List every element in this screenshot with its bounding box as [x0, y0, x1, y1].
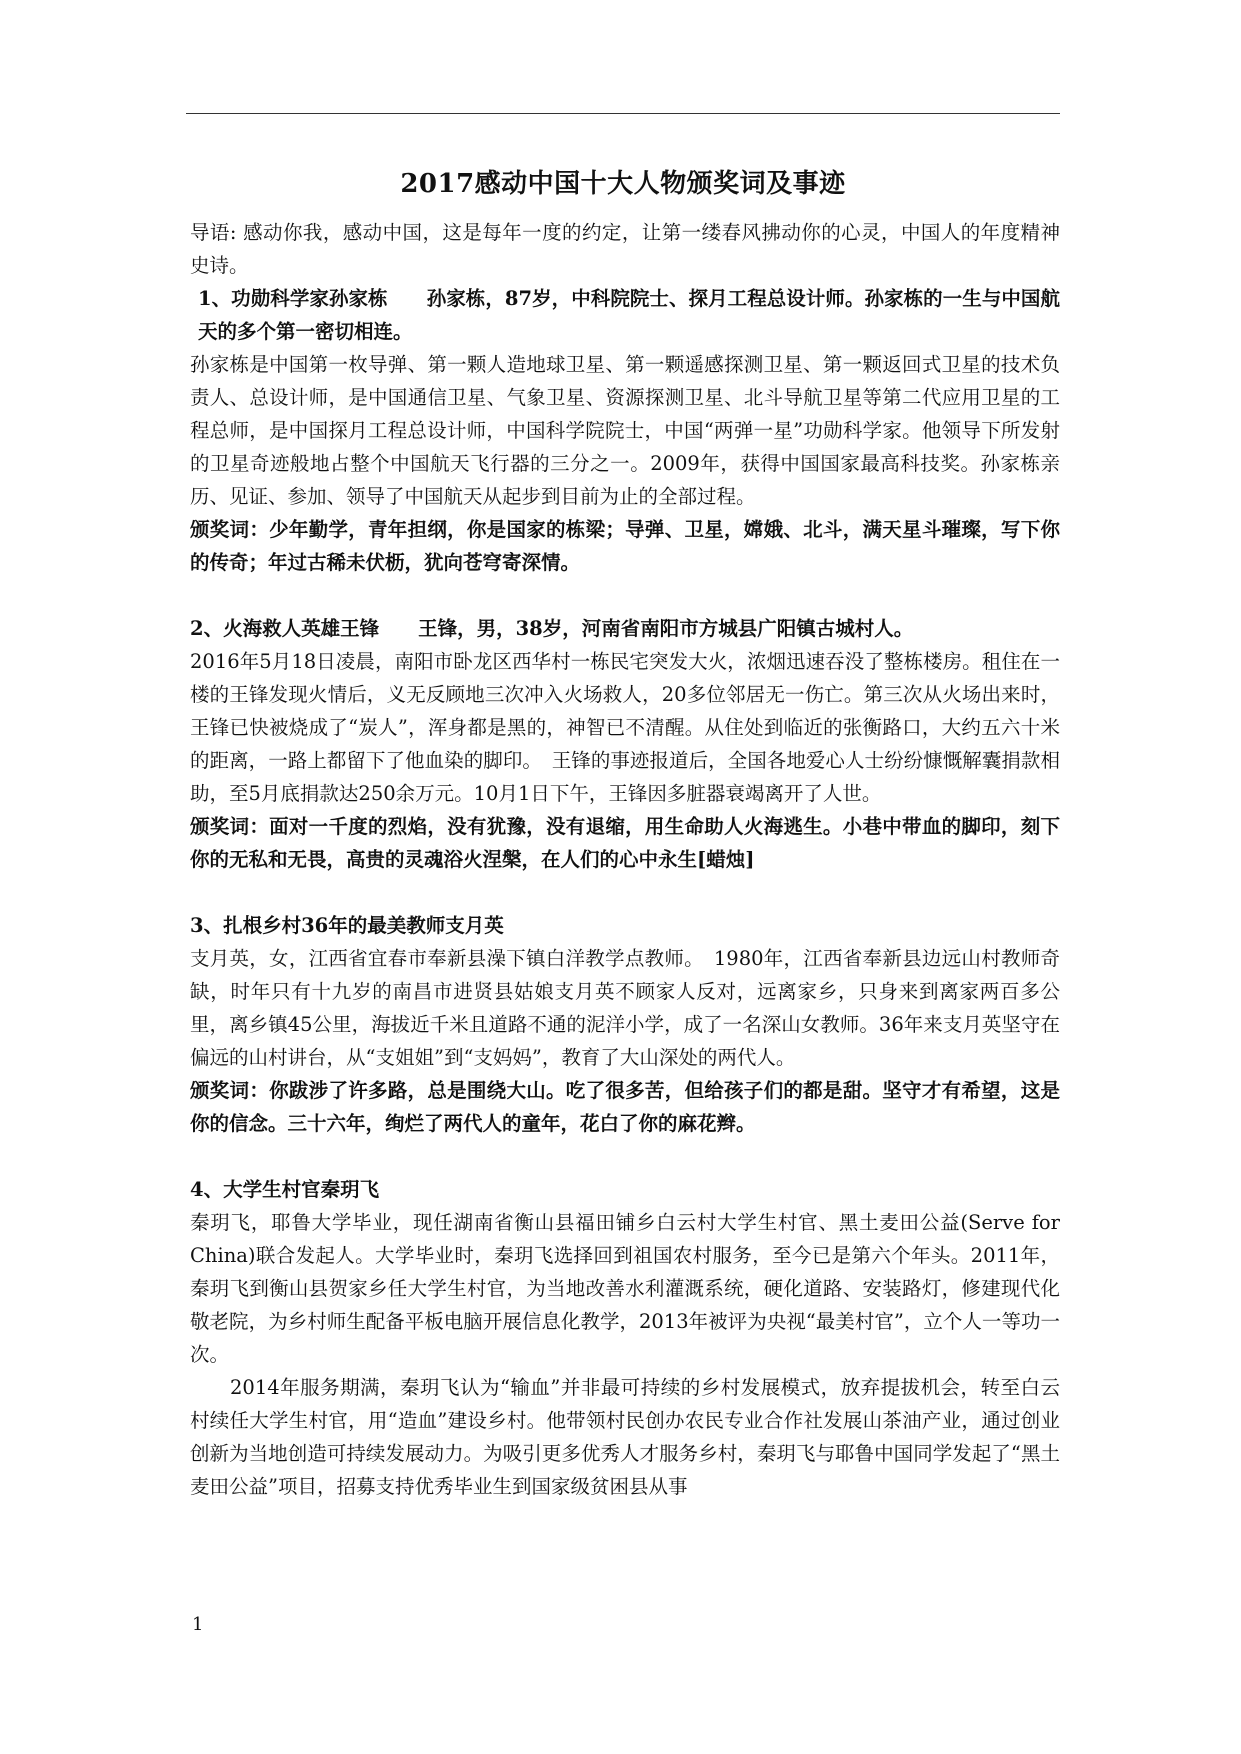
section-gap: [190, 876, 1060, 909]
header-rule: [186, 113, 1060, 114]
page-number: 1: [192, 1614, 204, 1635]
section-4-heading: 4、大学生村官秦玥飞: [190, 1178, 380, 1201]
intro-paragraph: 导语: 感动你我，感动中国，这是每年一度的约定，让第一缕春风拂动你的心灵，中国人的年度精神史诗。: [190, 221, 1060, 277]
section-2-award: 颁奖词：面对一千度的烈焰，没有犹豫，没有退缩，用生命助人火海逃生。小巷中带血的脚印，刻下你的无私和无畏，高贵的灵魂浴火涅槃，在人们的心中永生[蜡烛]: [190, 815, 1060, 871]
document-title: 2017感动中国十大人物颁奖词及事迹: [400, 169, 846, 199]
section-2-body: 2016年5月18日凌晨，南阳市卧龙区西华村一栋民宅突发大火，浓烟迅速吞没了整栋楼房。租住在一楼的王锋发现火情后，义无反顾地三次冲入火场救人，20多位邻居无一伤亡。第三次从火场出来时，王锋已快被烧成了“炭人”，浑身都是黑的，神智已不清醒。从住处到临近的张衡路口，大约五六十米的距离，一路上都留下了他血染的脚印。 王锋的事迹报道后，全国各地爱心人士纷纷慷慨解囊捐款相助，至5月底捐款达250余万元。10月1日下午，王锋因多脏器衰竭离开了人世。: [190, 650, 1060, 805]
section-gap: [190, 579, 1060, 612]
section-2-heading: 2、火海救人英雄王锋 王锋，男，38岁，河南省南阳市方城县广阳镇古城村人。: [190, 617, 914, 640]
section-3-heading: 3、扎根乡村36年的最美教师支月英: [190, 914, 504, 937]
section-4-body: 秦玥飞，耶鲁大学毕业，现任湖南省衡山县福田铺乡白云村大学生村官、黑土麦田公益(Serve for China)联合发起人。大学毕业时，秦玥飞选择回到祖国农村服务，至今已是第六个年头。2011年，秦玥飞到衡山县贺家乡任大学生村官，为当地改善水利灌溉系统，硬化道路、安装路灯，修建现代化敬老院，为乡村师生配备平板电脑开展信息化教学，2013年被评为央视“最美村官”，立个人一等功一次。: [190, 1211, 1060, 1366]
section-3-body: 支月英，女，江西省宜春市奉新县澡下镇白洋教学点教师。 1980年，江西省奉新县边远山村教师奇缺，时年只有十九岁的南昌市进贤县姑娘支月英不顾家人反对，远离家乡，只身来到离家两百多公里，离乡镇45公里，海拔近千米且道路不通的泥洋小学，成了一名深山女教师。36年来支月英坚守在偏远的山村讲台，从“支姐姐”到“支妈妈”，教育了大山深处的两代人。: [190, 947, 1060, 1069]
document-body: [190, 216, 1060, 1503]
section-gap: [190, 1140, 1060, 1173]
section-3-award: 颁奖词：你跋涉了许多路，总是围绕大山。吃了很多苦，但给孩子们的都是甜。坚守才有希望，这是你的信念。三十六年，绚烂了两代人的童年，花白了你的麻花辫。: [190, 1079, 1060, 1135]
section-1-award: 颁奖词：少年勤学，青年担纲，你是国家的栋梁；导弹、卫星，嫦娥、北斗，满天星斗璀璨，写下你的传奇；年过古稀未伏枥，犹向苍穹寄深情。: [190, 518, 1060, 574]
section-1-heading: 1、功勋科学家孙家栋 孙家栋，87岁，中科院院士、探月工程总设计师。孙家栋的一生与中国航天的多个第一密切相连。: [198, 287, 1060, 343]
section-1-body: 孙家栋是中国第一枚导弹、第一颗人造地球卫星、第一颗遥感探测卫星、第一颗返回式卫星的技术负责人、总设计师，是中国通信卫星、气象卫星、资源探测卫星、北斗导航卫星等第二代应用卫星的工程总师，是中国探月工程总设计师，中国科学院院士，中国“两弹一星”功勋科学家。他领导下所发射的卫星奇迹般地占整个中国航天飞行器的三分之一。2009年，获得中国国家最高科技奖。孙家栋亲历、见证、参加、领导了中国航天从起步到目前为止的全部过程。: [190, 353, 1060, 508]
section-4-body-continued: 2014年服务期满，秦玥飞认为“输血”并非最可持续的乡村发展模式，放弃提拔机会，转至白云村续任大学生村官，用“造血”建设乡村。他带领村民创办农民专业合作社发展山茶油产业，通过创业创新为当地创造可持续发展动力。为吸引更多优秀人才服务乡村，秦玥飞与耶鲁中国同学发起了“黑土麦田公益”项目，招募支持优秀毕业生到国家级贫困县从事: [190, 1376, 1060, 1498]
